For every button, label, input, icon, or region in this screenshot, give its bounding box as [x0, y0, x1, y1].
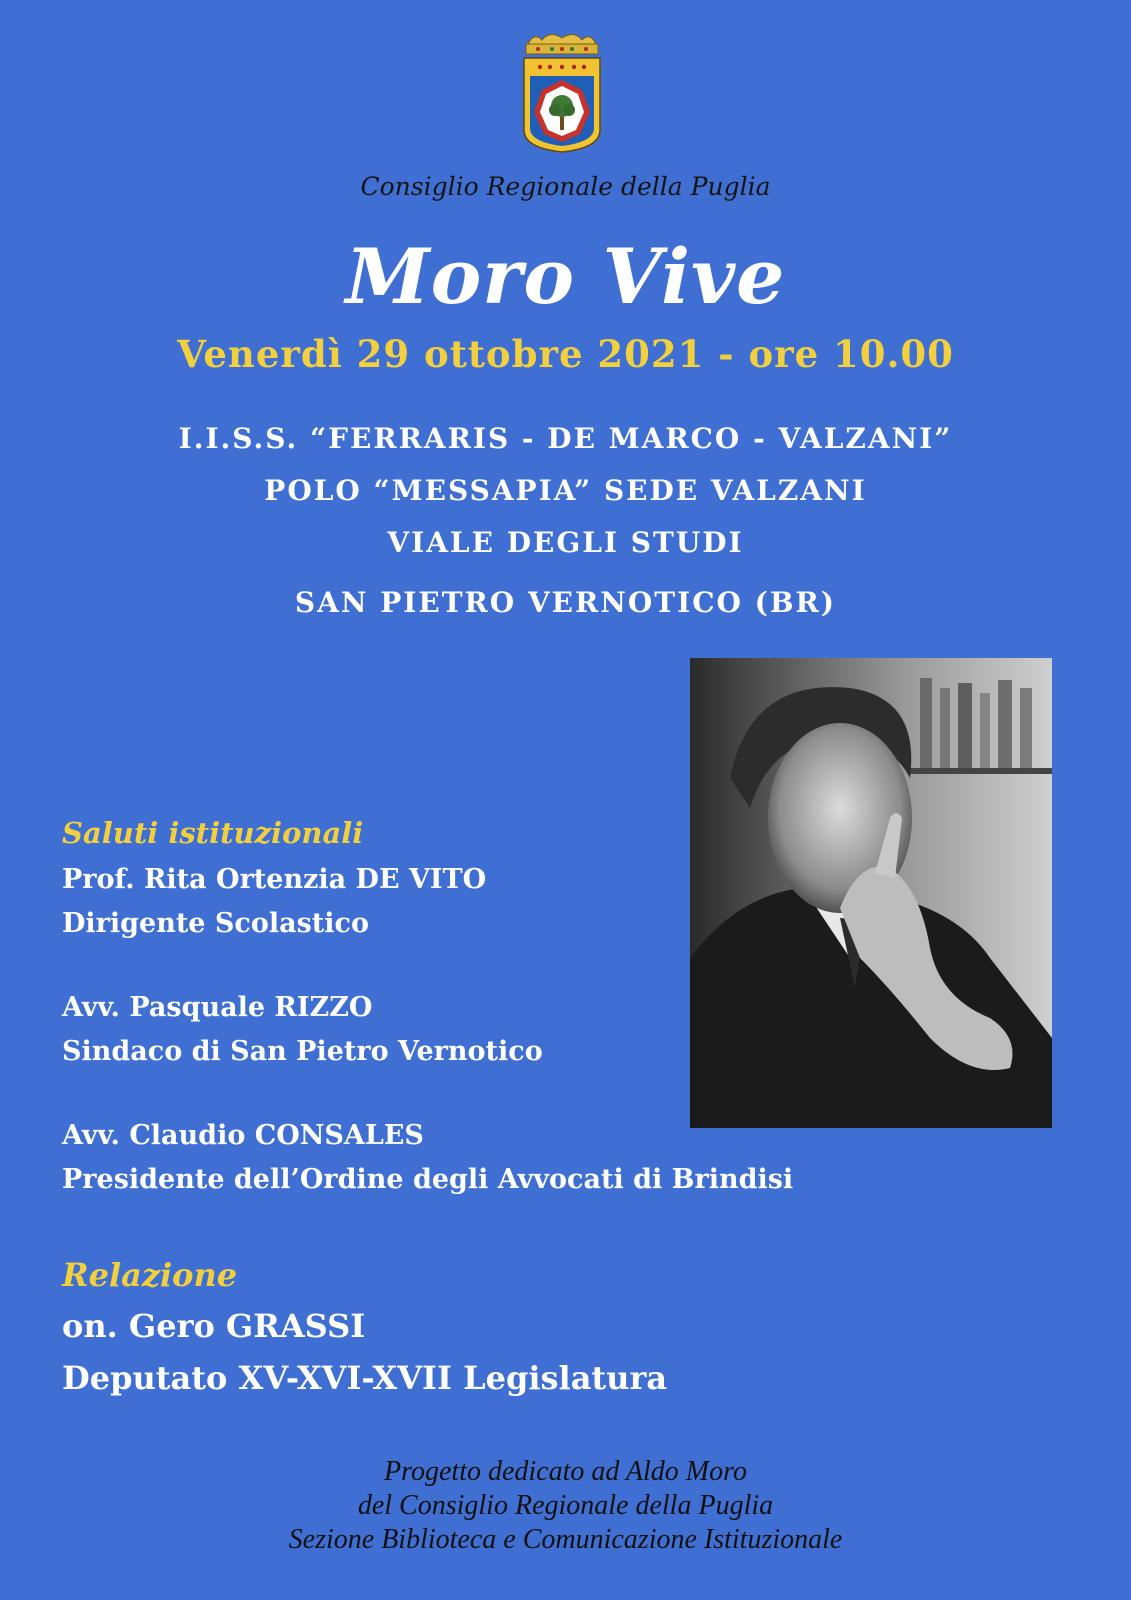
portrait-photo — [690, 658, 1052, 1128]
venue-line-4: SAN PIETRO VERNOTICO (BR) — [294, 586, 837, 619]
venue-line-2: POLO “MESSAPIA” SEDE VALZANI — [264, 474, 867, 507]
footer-line-2: del Consiglio Regionale della Puglia — [357, 1490, 774, 1521]
main-speaker-role: Deputato XV-XVI-XVII Legislatura — [62, 1359, 668, 1397]
footer-line-1: Progetto dedicato ad Aldo Moro — [384, 1456, 747, 1487]
speaker-name: Avv. Claudio CONSALES — [62, 1120, 424, 1151]
greetings-heading: Saluti istituzionali — [62, 816, 364, 850]
puglia-region-coat-of-arms-icon — [520, 30, 604, 154]
speaker-role: Dirigente Scolastico — [62, 908, 369, 939]
speaker-role: Sindaco di San Pietro Vernotico — [62, 1036, 543, 1067]
venue-line-1: I.I.S.S. “FERRARIS - DE MARCO - VALZANI” — [178, 422, 953, 455]
event-title: Moro Vive — [345, 232, 786, 321]
footer-line-3: Sezione Biblioteca e Comunicazione Istituzionale — [288, 1524, 843, 1555]
speaker-role: Presidente dell’Ordine degli Avvocati di Brindisi — [62, 1164, 794, 1195]
report-heading: Relazione — [62, 1256, 238, 1294]
event-date: Venerdì 29 ottobre 2021 - ore 10.00 — [177, 332, 954, 376]
speaker-name: Prof. Rita Ortenzia DE VITO — [62, 864, 487, 895]
council-name: Consiglio Regionale della Puglia — [360, 172, 771, 201]
main-speaker-name: on. Gero GRASSI — [62, 1307, 366, 1345]
venue-line-3: VIALE DEGLI STUDI — [387, 526, 744, 559]
speaker-name: Avv. Pasquale RIZZO — [62, 992, 373, 1023]
